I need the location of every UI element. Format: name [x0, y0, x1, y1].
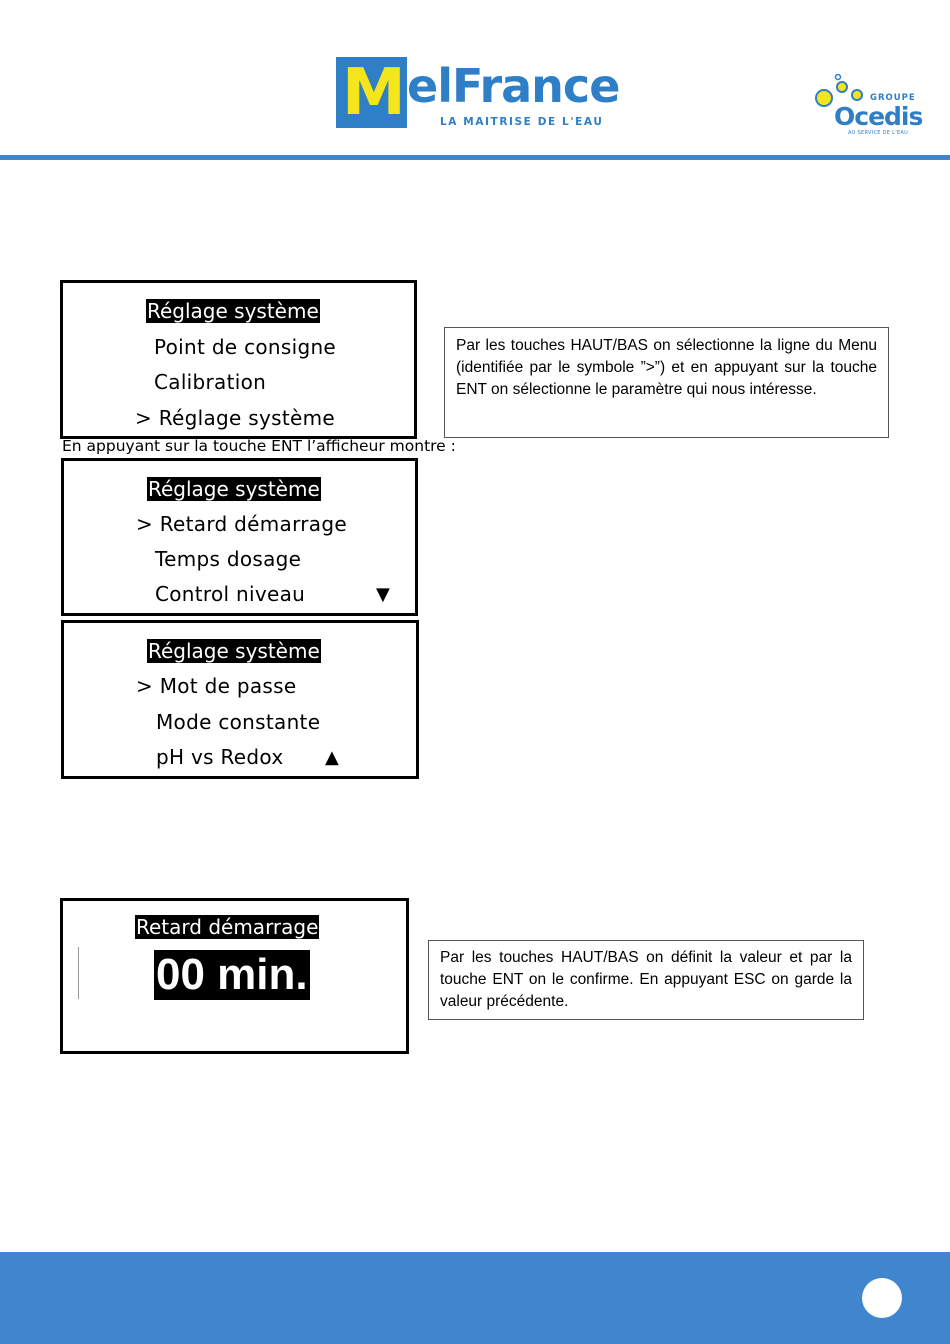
- instruction-note: [428, 940, 864, 1020]
- logo-group-name: Ocedis: [834, 102, 923, 131]
- menu-row: Mode constante: [156, 710, 321, 734]
- instruction-text: Par les touches HAUT/BAS on sélectionne la ligne du Menu (identifiée par le symbole ”>”) et en appuyant sur la touche ENT on sélectionne le paramètre qui nous intéresse.: [456, 337, 877, 398]
- footer-band: [0, 1252, 950, 1344]
- logo-m-letter: M: [342, 56, 406, 130]
- lcd-screen-main-menu: [60, 280, 417, 439]
- menu-row-selected: > Retard démarrage: [136, 512, 347, 536]
- logo-group-tagline: AU SERVICE DE L'EAU: [848, 130, 909, 136]
- scroll-up-icon: ▲: [325, 747, 339, 768]
- header-rule: [0, 155, 950, 160]
- menu-row: Point de consigne: [154, 335, 337, 359]
- lcd-value: 00 min.: [156, 950, 308, 999]
- menu-row: Calibration: [154, 370, 267, 394]
- ocedis-logo: [812, 74, 924, 138]
- menu-row-selected: > Réglage système: [135, 406, 335, 430]
- logo-brand-text: elFrance: [407, 59, 620, 113]
- lcd-title: Réglage système: [148, 639, 320, 663]
- melfrance-logo: [336, 56, 620, 130]
- lcd-title: Réglage système: [148, 477, 320, 501]
- menu-row: pH vs Redox: [156, 745, 284, 769]
- lcd-screen-value-edit: [60, 898, 409, 1054]
- page-number-badge: [862, 1278, 902, 1318]
- lcd-screen-submenu-1: [61, 458, 418, 616]
- caption-text: En appuyant sur la touche ENT l’afficheur montre :: [62, 437, 456, 455]
- instruction-note: [444, 327, 889, 438]
- logo-tagline: LA MAITRISE DE L'EAU: [440, 116, 604, 128]
- lcd-title: Retard démarrage: [136, 915, 319, 939]
- lcd-title: Réglage système: [147, 299, 319, 323]
- menu-row: Temps dosage: [155, 547, 302, 571]
- instruction-text: Par les touches HAUT/BAS on définit la valeur et par la touche ENT on le confirme. En appuyant ESC on garde la valeur précédente.: [440, 949, 852, 1010]
- cursor-line: [78, 947, 79, 999]
- scroll-down-icon: ▼: [376, 584, 390, 605]
- menu-row: Control niveau: [155, 582, 306, 606]
- logo-group-label: GROUPE: [870, 93, 916, 103]
- menu-row-selected: > Mot de passe: [136, 674, 297, 698]
- lcd-screen-submenu-2: [61, 620, 419, 779]
